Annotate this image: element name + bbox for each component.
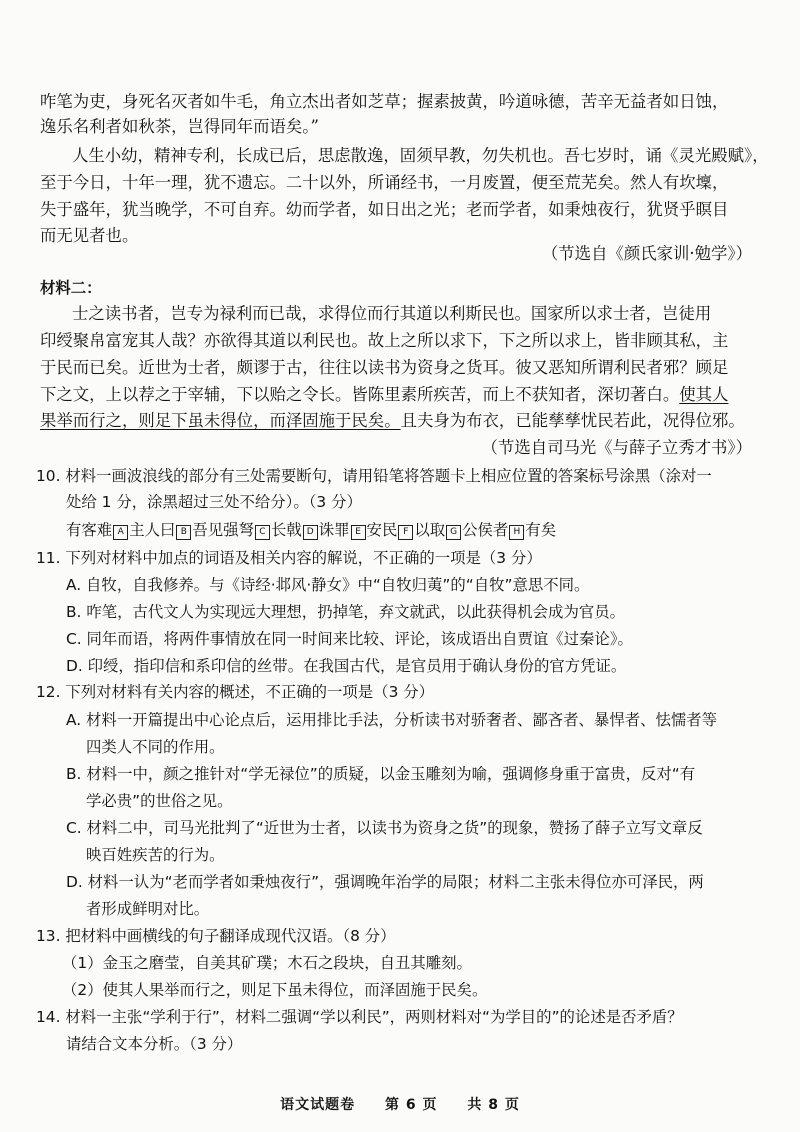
underlined-sentence: 果举而行之，则足下虽未得位，而泽固施于民矣。 [40, 411, 401, 430]
q12-option-b-cont: 学必贵”的世俗之见。 [86, 792, 233, 810]
material2-line4-text: 下之文，上以荐之于宰辅，下以贻之令长。皆陈里素所疾苦，而上不获知者，深切著白。 [40, 385, 680, 404]
q10-segment: 有矣 [525, 521, 557, 539]
material1-line: 咋笔为吏，身死名灭者如牛毛，角立杰出者如芝草；握素披黄，吟道咏德，苦辛无益者如日蚀， [40, 92, 729, 111]
q11-stem: 11. 下列对材料中加点的词语及相关内容的解说，不正确的一项是（3 分） [36, 549, 542, 567]
footer-total: 共 8 页 [467, 1097, 520, 1113]
material1-line: 人生小幼，精神专利，长成已后，思虑散逸，固须早教，勿失机也。吾七岁时，诵《灵光殿赋》， [72, 146, 769, 165]
q10-choice-box[interactable]: C [255, 525, 270, 540]
q11-option-a: A. 自牧，自我修养。与《诗经·邶风·静女》中“自牧归荑”的“自牧”意思不同。 [66, 576, 590, 594]
material1-line: 失于盛年，犹当晚学，不可自弃。幼而学者，如日出之光；老而学者，如秉烛夜行，犹贤乎瞑目 [40, 200, 729, 219]
material2-line: 印绶聚帛富宠其人哉？亦欲得其道以利民也。故上之所以求下，下之所以求上，皆非顾其私，主 [40, 331, 729, 350]
material2-source: （节选自司马光《与薛子立秀才书》） [481, 438, 752, 457]
q10-stem: 处给 1 分，涂黑超过三处不给分）。（3 分） [66, 493, 362, 511]
q12-option-c: C. 材料二中，司马光批判了“近世为士者，以读书为资身之货”的现象，赞扬了薛子立写文章反 [66, 819, 703, 837]
material1-line: 而无见者也。 [40, 226, 139, 245]
q13-sentence-1: （1）金玉之磨莹，自美其矿璞；木石之段块，自丑其雕刻。 [62, 954, 472, 972]
footer-subject: 语文试题卷 [280, 1097, 356, 1113]
underlined-sentence: 使其人 [679, 385, 729, 404]
q11-option-c: C. 同年而语，将两件事情放在同一时间来比较、评论，该成语出自贾谊《过秦论》。 [66, 630, 633, 648]
q12-option-a: A. 材料一开篇提出中心论点后，运用排比手法，分析读书对骄奢者、鄙吝者、暴悍者、怯懦者等 [66, 711, 718, 729]
material2-heading: 材料二： [40, 279, 102, 297]
q12-option-d: D. 材料一认为“老而学者如秉烛夜行”，强调晚年治学的局限；材料二主张未得位亦可泽民，两 [66, 873, 704, 891]
material1-source: （节选自《颜氏家训·勉学》） [541, 244, 752, 263]
q10-choice-box[interactable]: A [113, 525, 128, 540]
q10-segment: 诛罪 [318, 521, 350, 539]
q10-choice-box[interactable]: D [303, 525, 318, 540]
page-footer [0, 1094, 800, 1114]
q10-choice-box[interactable]: H [509, 525, 524, 540]
material2-line [40, 385, 728, 405]
q11-option-d: D. 印绶，指印信和系印信的丝带。在我国古代，是官员用于确认身份的官方凭证。 [66, 657, 627, 675]
q10-choice-box[interactable]: G [446, 525, 461, 540]
q10-segment: 以取 [414, 521, 446, 539]
q10-segment: 公侯者 [462, 521, 509, 539]
q14-stem: 14. 材料一主张“学利于行”，材料二强调“学以利民”，两则材料对“为学目的”的论述是否矛盾？ [36, 1008, 683, 1026]
q10-segment: 吾见强弩 [192, 521, 254, 539]
q10-options [66, 520, 556, 540]
q12-option-b: B. 材料一中，颜之推针对“学无禄位”的质疑，以金玉雕刻为喻，强调修身重于富贵，反对“有 [66, 765, 696, 783]
footer-page: 第 6 页 [385, 1097, 438, 1113]
q10-choice-box[interactable]: F [398, 525, 413, 540]
material2-line [40, 411, 745, 431]
material2-line: 士之读书者，岂专为禄利而已哉，求得位而行其道以利斯民也。国家所以求士者，岂徒用 [72, 304, 712, 323]
q10-segment: 长戟 [270, 521, 302, 539]
q10-choice-box[interactable]: B [176, 525, 191, 540]
material2-line5-text: 且夫身为布衣，已能孳孳忧民若此，况得位邪。 [400, 411, 745, 430]
q12-option-d-cont: 者形成鲜明对比。 [86, 900, 210, 918]
q12-stem: 12. 下列对材料有关内容的概述，不正确的一项是（3 分） [36, 683, 435, 701]
q10-segment: 安民 [366, 521, 398, 539]
material2-line: 于民而已矣。近世为士者，颇谬于古，往往以读书为资身之货耳。彼又恶知所谓利民者邪？顾足 [40, 358, 729, 377]
q10-segment: 有客难 [66, 521, 113, 539]
q10-choice-box[interactable]: E [351, 525, 366, 540]
q12-option-c-cont: 映百姓疾苦的行为。 [86, 846, 225, 864]
q11-option-b: B. 咋笔，古代文人为实现远大理想，扔掉笔，弃文就武，以此获得机会成为官员。 [66, 603, 626, 621]
q13-sentence-2: （2）使其人果举而行之，则足下虽未得位，而泽固施于民矣。 [62, 981, 488, 999]
q12-option-a-cont: 四类人不同的作用。 [86, 738, 225, 756]
q10-stem: 10. 材料一画波浪线的部分有三处需要断句，请用铅笔将答题卡上相应位置的答案标号涂黑（涂对一 [36, 467, 712, 485]
q13-stem: 13. 把材料中画横线的句子翻译成现代汉语。（8 分） [36, 927, 396, 945]
q10-segment: 主人曰 [129, 521, 176, 539]
q14-stem-cont: 请结合文本分析。（3 分） [66, 1035, 243, 1053]
material1-line: 逸乐名利者如秋茶，岂得同年而语矣。” [40, 117, 319, 136]
material1-line: 至于今日，十年一理，犹不遗忘。二十以外，所诵经书，一月废置，便至荒芜矣。然人有坎壈， [40, 173, 729, 192]
